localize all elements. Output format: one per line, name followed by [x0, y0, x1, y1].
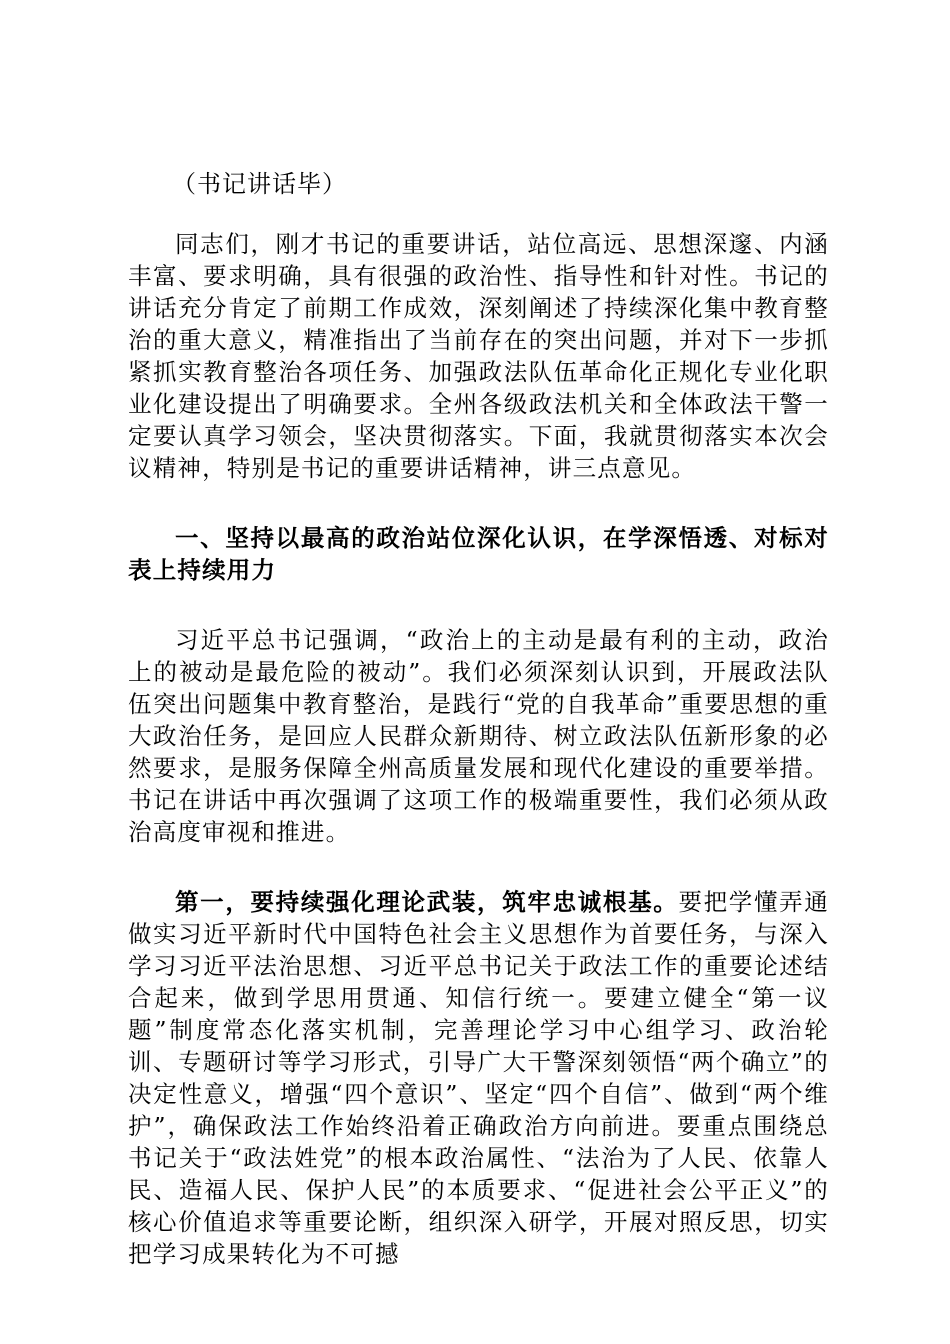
intro-paragraph: 同志们，刚才书记的重要讲话，站位高远、思想深邃、内涵丰富、要求明确，具有很强的政治性、指导性和针对性。书记的讲话充分肯定了前期工作成效，深刻阐述了持续深化集中教育整治的重大意义，精准指出了当前存在的突出问题，并对下一步抓紧抓实教育整治各项任务、加强政法队伍革命化正规化专业化职业化建设提出了明确要求。全州各级政法机关和全体政法干警一定要认真学习领会，坚决贯彻落实。下面，我就贯彻落实本次会议精神，特别是书记的重要讲话精神，讲三点意见。 [128, 230, 829, 482]
section-one-paragraph: 习近平总书记强调，“政治上的主动是最有利的主动，政治上的被动是最危险的被动”。我们必须深刻认识到，开展政法队伍突出问题集中教育整治，是践行“党的自我革命”重要思想的重大政治任务，是回应人民群众新期待、树立政法队伍新形象的必然要求，是服务保障全州高质量发展和现代化建设的重要举措。书记在讲话中再次强调了这项工作的极端重要性，我们必须从政治高度审视和推进。 [128, 626, 829, 846]
point-one-lead: 第一，要持续强化理论武装，筑牢忠诚根基。 [175, 888, 679, 916]
point-one-paragraph [128, 886, 829, 1270]
section-one-heading: 一、坚持以最高的政治站位深化认识，在学深悟透、对标对表上持续用力 [128, 524, 829, 584]
document-page [128, 168, 829, 1308]
speech-end-note: （书记讲话毕） [172, 170, 347, 198]
point-one-body: 要把学懂弄通做实习近平新时代中国特色社会主义思想作为首要任务，与深入学习习近平法治思想、习近平总书记关于政法工作的重要论述结合起来，做到学思用贯通、知信行统一。要建立健全“第一议题”制度常态化落实机制，完善理论学习中心组学习、政治轮训、专题研讨等学习形式，引导广大干警深刻领悟“两个确立”的决定性意义，增强“四个意识”、坚定“四个自信”、做到“两个维护”，确保政法工作始终沿着正确政治方向前进。要重点围绕总书记关于“政法姓党”的根本政治属性、“法治为了人民、依靠人民、造福人民、保护人民”的本质要求、“促进社会公平正义”的核心价值追求等重要论断，组织深入研学，开展对照反思，切实把学习成果转化为不可撼 [128, 888, 829, 1268]
